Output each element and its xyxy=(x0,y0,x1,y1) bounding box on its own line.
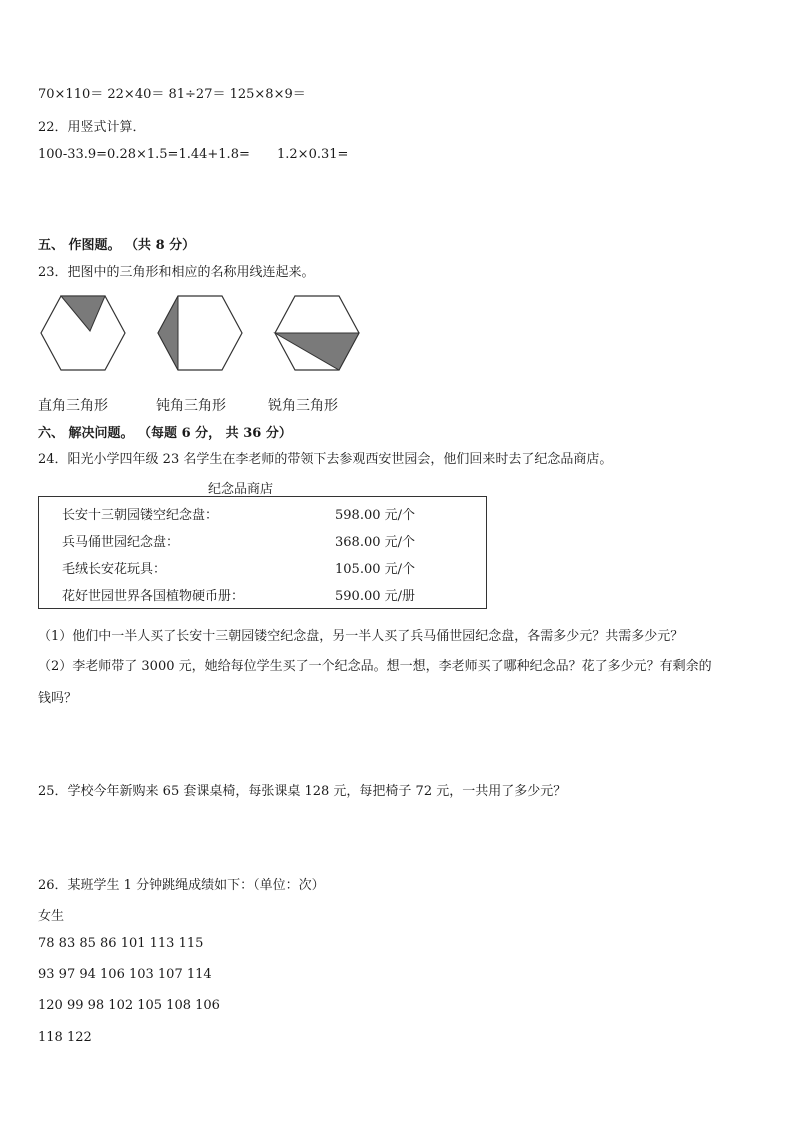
item-price: 598.00 元/个 xyxy=(335,508,415,523)
item-name: 花好世园世界各国植物硬币册： xyxy=(62,589,245,604)
data-row: 120 99 98 102 105 108 106 xyxy=(38,998,220,1013)
q24-sub1: （1）他们中一半人买了长安十三朝园镂空纪念盘，另一半人买了兵马俑世园纪念盘，各需多少元？共需多少元？ xyxy=(38,629,684,644)
q25-text: 25．学校今年新购来 65 套课桌椅，每张课桌 128 元，每把椅子 72 元，一共用了多少元？ xyxy=(38,784,567,799)
shaded-triangle xyxy=(61,296,105,331)
section6-heading: 六、 解决问题。 （每题 6 分， 共 36 分） xyxy=(38,426,292,441)
hexagon-figure-1 xyxy=(38,294,128,372)
item-price: 590.00 元/册 xyxy=(335,589,415,604)
hexagon-figure-2 xyxy=(155,294,245,372)
data-row: 118 122 xyxy=(38,1030,92,1045)
q26-title: 26．某班学生 1 分钟跳绳成绩如下：（单位：次） xyxy=(38,878,325,893)
shop-title: 纪念品商店 xyxy=(208,482,274,497)
shaded-triangle xyxy=(158,296,178,370)
data-row: 78 83 85 86 101 113 115 xyxy=(38,936,204,951)
item-price: 368.00 元/个 xyxy=(335,535,415,550)
group-label-girls: 女生 xyxy=(38,909,65,924)
data-row: 93 97 94 106 103 107 114 xyxy=(38,967,212,982)
q21-line: 70×110＝ 22×40＝ 81÷27＝ 125×8×9＝ xyxy=(38,87,306,102)
q24-sub2-line2: 钱吗？ xyxy=(38,691,78,706)
q22-part2: 1.2×0.31= xyxy=(277,147,349,162)
item-price: 105.00 元/个 xyxy=(335,562,415,577)
q22-part1: 100-33.9=0.28×1.5=1.44+1.8= xyxy=(38,147,250,162)
item-name: 长安十三朝园镂空纪念盘： xyxy=(62,508,219,523)
q24-sub2-line1: （2）李老师带了 3000 元，她给每位学生买了一个纪念品。想一想，李老师买了哪种纪念品？花了多少元？有剩余的 xyxy=(38,659,712,674)
item-name: 毛绒长安花玩具： xyxy=(62,562,167,577)
item-name: 兵马俑世园纪念盘： xyxy=(62,535,180,550)
q23-title: 23．把图中的三角形和相应的名称用线连起来。 xyxy=(38,265,315,280)
label-right-triangle: 直角三角形 xyxy=(38,398,108,414)
q24-title: 24．阳光小学四年级 23 名学生在李老师的带领下去参观西安世园会，他们回来时去了纪念品商店。 xyxy=(38,452,613,467)
label-acute-triangle: 锐角三角形 xyxy=(268,398,338,414)
shaded-triangle xyxy=(275,333,359,370)
q22-title: 22．用竖式计算． xyxy=(38,120,146,135)
label-obtuse-triangle: 钝角三角形 xyxy=(156,398,226,414)
section5-heading: 五、 作图题。 （共 8 分） xyxy=(38,238,196,253)
hexagon-figure-3 xyxy=(272,294,362,372)
